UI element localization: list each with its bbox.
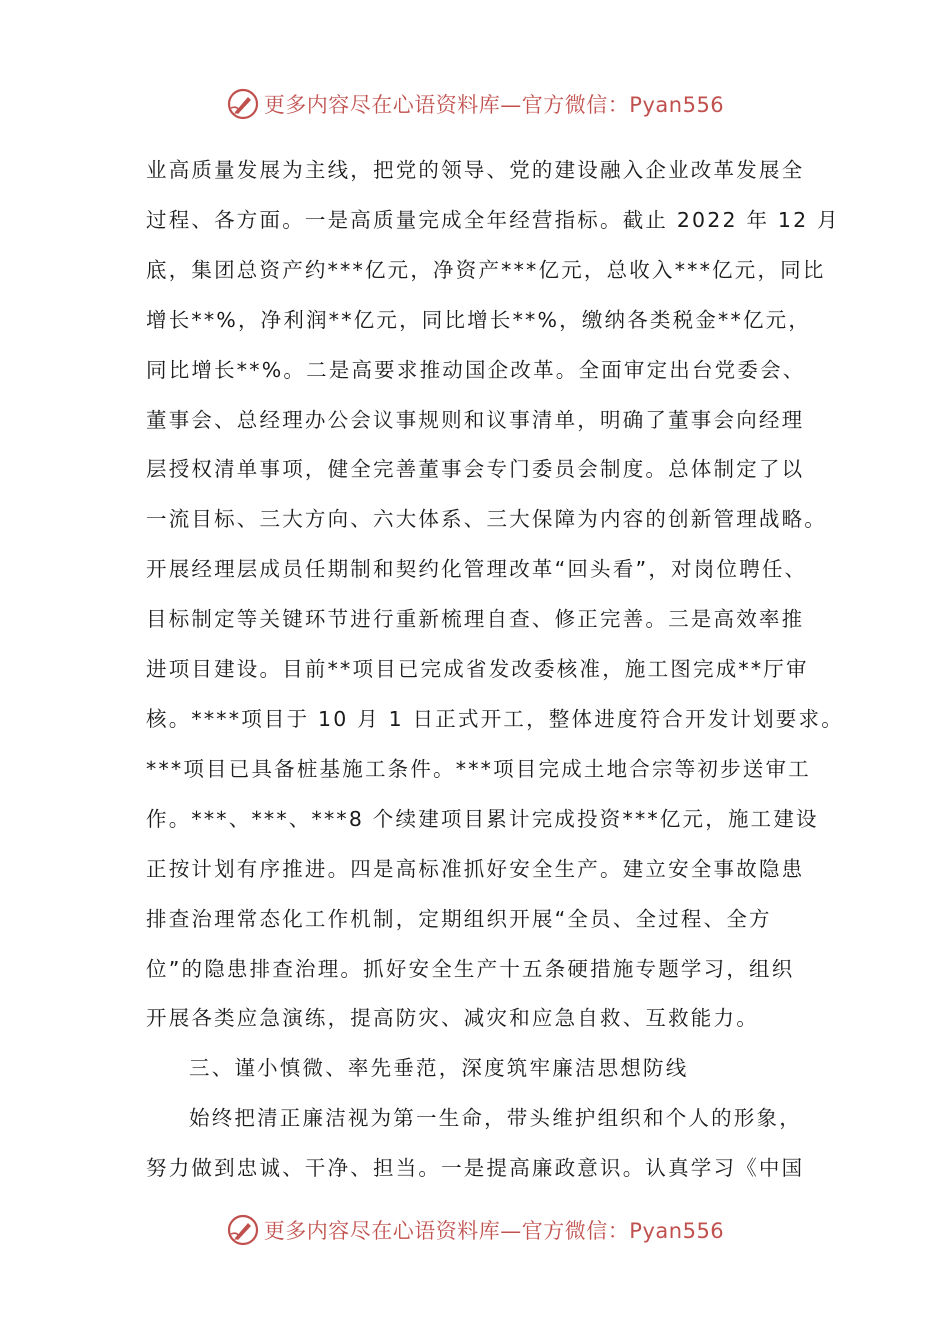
text-line: 董事会、总经理办公会议事规则和议事清单，明确了董事会向经理 — [146, 407, 805, 432]
text-line: 进项目建设。目前**项目已完成省发改委核准，施工图完成**厅审 — [146, 657, 809, 682]
text-line: 核。****项目于 10 月 1 日正式开工，整体进度符合开发计划要求。 — [146, 706, 844, 731]
text-line: 同比增长**%。二是高要求推动国企改革。全面审定出台党委会、 — [146, 357, 806, 382]
text-line: 业高质量发展为主线，把党的领导、党的建设融入企业改革发展全 — [146, 158, 805, 182]
text-line: 增长**%，净利润**亿元，同比增长**%，缴纳各类税金**亿元， — [146, 307, 812, 332]
text-line: 过程、各方面。一是高质量完成全年经营指标。截止 2022 年 12 月 — [146, 207, 840, 232]
body-paragraph-1 — [146, 146, 844, 1044]
section-heading-text: 三、谨小慎微、率先垂范，深度筑牢廉洁思想防线 — [189, 1056, 689, 1081]
section-heading — [146, 1044, 826, 1094]
text-line: 目标制定等关键环节进行重新梳理自查、修正完善。三是高效率推 — [146, 607, 805, 632]
text-line: 底，集团总资产约***亿元，净资产***亿元，总收入***亿元，同比 — [146, 257, 826, 282]
text-line: ***项目已具备桩基施工条件。***项目完成土地合宗等初步送审工 — [146, 756, 811, 781]
body-paragraph-2 — [146, 1094, 826, 1194]
footer-watermark-text: 更多内容尽在心语资料库—官方微信：Pyan556 — [263, 1219, 725, 1243]
document-body — [146, 146, 844, 1194]
pen-logo-icon — [226, 87, 260, 121]
header-watermark-banner — [0, 84, 950, 124]
text-line: 开展经理层成员任期制和契约化管理改革“回头看”，对岗位聘任、 — [146, 557, 808, 582]
text-line: 作。***、***、***8 个续建项目累计完成投资***亿元，施工建设 — [146, 806, 819, 831]
text-line: 排查治理常态化工作机制，定期组织开展“全员、全过程、全方 — [146, 906, 772, 931]
pen-logo-icon — [226, 1213, 260, 1247]
text-line: 一流目标、三大方向、六大体系、三大保障为内容的创新管理战略。 — [146, 507, 827, 532]
text-line: 层授权清单事项，健全完善董事会专门委员会制度。总体制定了以 — [146, 457, 805, 482]
footer-watermark-banner — [0, 1210, 950, 1250]
text-line: 开展各类应急演练，提高防灾、减灾和应急自救、互救能力。 — [146, 1006, 759, 1031]
text-line: 正按计划有序推进。四是高标准抓好安全生产。建立安全事故隐患 — [146, 856, 805, 881]
text-line: 努力做到忠诚、干净、担当。一是提高廉政意识。认真学习《中国 — [146, 1156, 805, 1181]
text-line: 始终把清正廉洁视为第一生命，带头维护组织和个人的形象， — [189, 1106, 802, 1131]
text-line: 位”的隐患排查治理。抓好安全生产十五条硬措施专题学习，组织 — [146, 956, 795, 981]
header-watermark-text: 更多内容尽在心语资料库—官方微信：Pyan556 — [263, 93, 725, 117]
